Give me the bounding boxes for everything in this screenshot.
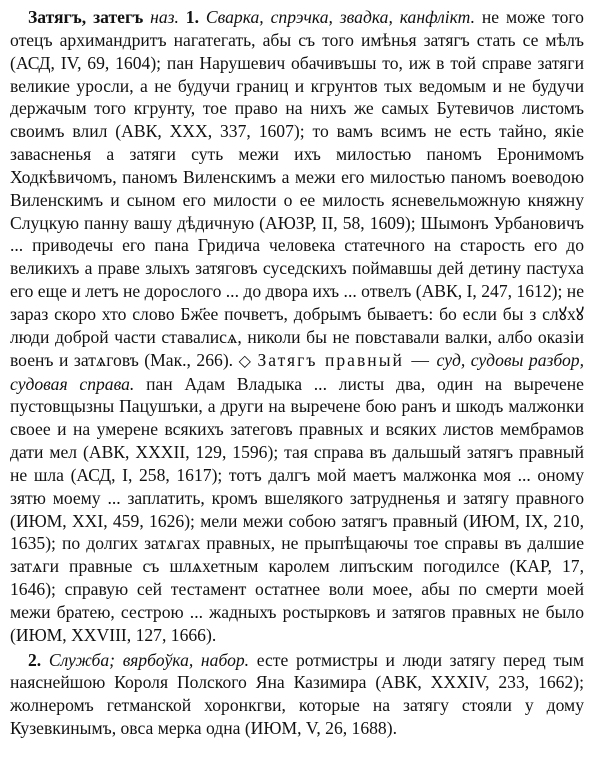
sense-2-number: 2. [28, 649, 42, 670]
entry-sense-2 [10, 649, 584, 740]
sense-1-gloss: Сварка, спрэчка, звадка, канфлікт. [205, 7, 475, 27]
part-of-speech: наз. [150, 7, 179, 27]
phrase-gloss: суд, судовы разбор, судовая справа. [10, 349, 584, 394]
diamond-icon: ◇ [238, 350, 252, 370]
sense-2-gloss: Служба; вярбоўка, набор. [48, 649, 250, 670]
entry-sense-1 [10, 6, 584, 647]
phrase-citations: пан Адам Владыка ... листы два, один на выречене пустовщызны Пацушъки, а други на выречене бою ранъ и шкодъ малжонки своее и на умерене всякихъ затеговъ правных и всяких листов мембрамов дати мел (АВК, XXXII, 129, 1596); тая справа въ дальшый затягъ правный не шла (АСД, I, 258, 1617); тотъ далгъ мой маетъ малжонка моя ... оному зятю моему ... заплатить, кромъ вшелякого затрудненья и затягу правного (ИЮМ, XXI, 459, 1626); мели межи собою затягъ правный (ИЮМ, IX, 210, 1635); по долгих затѧгах правных, не прыпѣщаючы тое справы въ далшие затѧги правные съ шлѧхетным каролем липъским погодилсе (КАР, 17, 1646); справую сей тестамент остатнее воли моее, абы по смерти моей межи братею, сестрою ... жадныхъ ростырковъ и затягов правных не было (ИЮМ, XXVIII, 127, 1666). [10, 373, 584, 645]
headword: Затягъ, затегъ [28, 7, 144, 27]
phrase-headword: Затягъ правный — [257, 349, 432, 370]
sense-1-number: 1. [185, 7, 199, 27]
sense-2-citations: есте ротмистры и люди затягу перед тым наяснейшою Короля Полского Яна Казимира (АВК, XXXIV, 233, 1662); жолнеромъ гетманской хоронкгви, которые на затягу стояли у дому Кузевкинымъ, овса мерка одна (ИЮМ, V, 26, 1688). [10, 649, 584, 739]
sense-1-citations: не може того отецъ архимандритъ нагатегать, абы съ того имѣнья затягъ стать се мѣлъ (АСД, IV, 69, 1604); пан Нарушевич обачивъшы то, иж в той справе затяги великие уросли, а не будучи границ и кгрунтов тых ведомым и не будучи держачым того кгрунту, тое право на нихъ же самых Бутевичов листомъ своимъ влил (АВК, XXX, 337, 1607); то вамъ всимъ не есть тайно, якіе завасненья а затяги суть межи ихъ милостью паномъ Еронимомъ Ходкѣвичомъ, паномъ Виленскимъ а межи его милостью паномъ воеводою Виленскимъ и сыном его милости о ее милость ясневельможную княжну Слуцкую панну вашу дѣдичную (АЮЗР, II, 58, 1609); Шымонъ Урбановичъ ... приводечы его пана Гридича человека статечного на старость его до великихъ а праве злыхъ затяговъ суседскихъ поймавшы дей детину пастуха его еще и летъ не дорослого ... до двора ихъ ... отвелъ (АВК, I, 247, 1612); не зараз скоро хто слово Бж҃ее почветъ, добрымъ бываетъ: бо если бы з слꙋхꙋ люди доброй части ставалисѧ, николи бы не повставали валки, албо оказіи военъ и затѧговъ (Мак., 266). [10, 7, 584, 370]
